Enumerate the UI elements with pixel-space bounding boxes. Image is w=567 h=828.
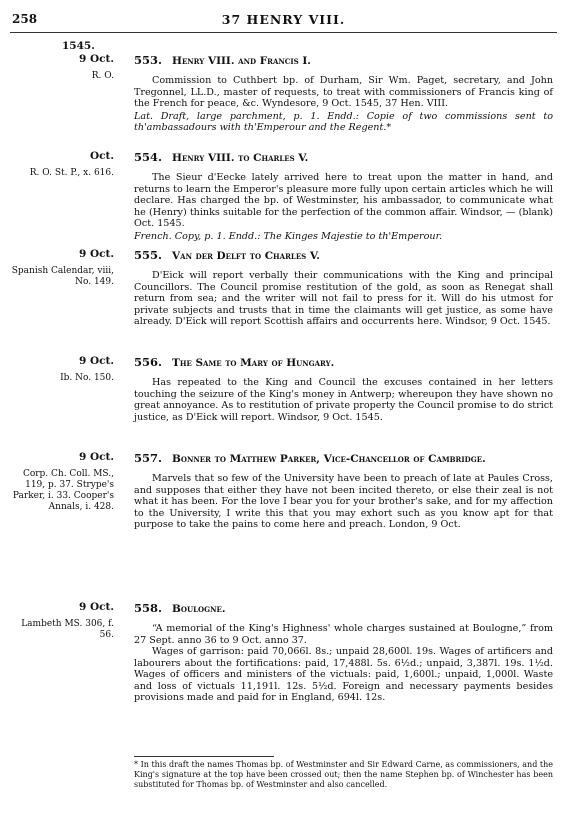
entry-text: Has repeated to the King and Council the excuses contained in her letters touching the seizure of the King's money in Antwerp; whereupon they have shown no great annoyance. As to restitution of private property the Council promise to do strict justice, as D'Eick will report. Windsor, 9 Oct. 1545. [134, 377, 553, 423]
entry-heading [134, 452, 553, 465]
entry-date: 9 Oct. [78, 355, 114, 367]
entry-heading [134, 356, 553, 369]
entry-text-continued: Wages of garrison: paid 70,066l. 8s.; unpaid 28,600l. 19s. Wages of artificers and labourers about the fortifications: paid, 17,488l. 5s. 6½d.; unpaid, 3,387l. 19s. 1½d. Wages of officers and ministers of the victuals: paid, 1,600l.; unpaid, 1,000l. Waste and loss of victuals 11,191l. 12s. 5½d. Foreign and necessary payments besides provisions made and paid for in England, 694l. 12s. [134, 646, 553, 703]
entry-margin [8, 151, 114, 179]
entry-heading [134, 602, 553, 615]
entry-text: The Sieur d'Eecke lately arrived here to treat upon the matter in hand, and returns to learn the Emperor's pleasure more fully upon certain articles which he will declare. Has charged the bp. of Westminster, his ambassador, to communicate what he (Henry) thinks suitable for the perfection of the common affair. Windsor, — (blank) Oct. 1545. [134, 172, 553, 229]
entry-margin [8, 452, 114, 513]
entry-margin [8, 356, 114, 384]
entry-text: “A memorial of the King's Highness' whole charges sustained at Boulogne,” from 27 Sept. anno 36 to 9 Oct. anno 37. [134, 623, 553, 646]
entry-title: Henry VIII. to Charles V. [172, 152, 309, 164]
entry-date: 9 Oct. [78, 601, 114, 613]
entry-date: 9 Oct. [78, 248, 114, 260]
entry-number: 558. [134, 601, 163, 615]
entry-margin [8, 54, 114, 82]
entry-source: Corp. Ch. Coll. MS., 119, p. 37. Strype's Parker, i. 33. Cooper's Annals, i. 428. [12, 469, 114, 512]
footnote: * In this draft the names Thomas bp. of Westminster and Sir Edward Carne, as commissioners, and the King's signature at the top have been crossed out; then the name Stephen bp. of Winchester has been substituted for Thomas bp. of Westminster and also cancelled. [134, 760, 553, 789]
entry-title: The Same to Mary of Hungary. [172, 357, 335, 369]
entry-date: 9 Oct. [78, 451, 114, 463]
header-rule [10, 32, 557, 33]
entry-source: Spanish Calendar, viii, No. 149. [11, 266, 114, 287]
entry-number: 553. [134, 53, 163, 67]
entry-title: Van der Delft to Charles V. [172, 250, 320, 262]
entry-body [134, 270, 553, 328]
entry-margin [8, 602, 114, 641]
entry-margin [8, 249, 114, 288]
entry-title: Boulogne. [172, 603, 226, 615]
entry-body [134, 473, 553, 531]
entry-source: Ib. No. 150. [60, 373, 114, 383]
year-label: 1545. [62, 40, 95, 52]
page-number: 258 [12, 12, 38, 26]
entry-text: Commission to Cuthbert bp. of Durham, Sir Wm. Paget, secretary, and John Tregonnel, LL.D., master of requests, to treat with commissioners of Francis king of the French for peace, &c. Wyndesore, 9 Oct. 1545, 37 Hen. VIII. [134, 75, 553, 109]
entry-number: 556. [134, 355, 163, 369]
entry-number: 554. [134, 150, 163, 164]
entry-note: French. Copy, p. 1. Endd.: The Kinges Majestie to th'Emperour. [134, 230, 443, 242]
entry-source: R. O. [91, 71, 114, 81]
entry-source: R. O. St. P., x. 616. [29, 168, 114, 178]
entry-heading [134, 151, 553, 164]
entry-heading [134, 54, 553, 67]
entry-date: 9 Oct. [78, 53, 114, 65]
entry-body [134, 172, 553, 242]
entry-note: Lat. Draft, large parchment, p. 1. Endd.: Copie of two commissions sent to th'ambassadours with th'Emperour and the Regent.* [134, 110, 553, 133]
footnote-rule [134, 756, 274, 757]
entry-source: Lambeth MS. 306, f. 56. [21, 619, 114, 640]
entry-title: Bonner to Matthew Parker, Vice-Chancellor of Cambridge. [172, 453, 486, 465]
running-head: 37 HENRY VIII. [221, 12, 346, 27]
entry-date: Oct. [89, 150, 114, 162]
entry-text: D'Eick will report verbally their communications with the King and principal Councillors. The Council promise restitution of the gold, as soon as Renegat shall return from sea; and the writer will not fail to press for it. Will do his utmost for private subjects and trusts that in time the claimants will get justice, as some have already. D'Eick will report Scottish affairs and occurrents here. Windsor, 9 Oct. 1545. [134, 270, 553, 327]
entry-body [134, 75, 553, 134]
entry-number: 557. [134, 451, 163, 465]
entry-title: Henry VIII. and Francis I. [172, 55, 311, 67]
entry-number: 555. [134, 248, 163, 262]
entry-body [134, 377, 553, 423]
entry-heading [134, 249, 553, 262]
entry-body [134, 623, 553, 704]
entry-text: Marvels that so few of the University have been to preach of late at Paules Cross, and supposes that either they have not been incited thereto, or else their zeal is not what it has been. For the love I bear you for your brother's sake, and for my affection to the University, I write this that you may exhort such as you know apt for that purpose to take the pains to come here and preach. London, 9 Oct. [134, 473, 553, 530]
